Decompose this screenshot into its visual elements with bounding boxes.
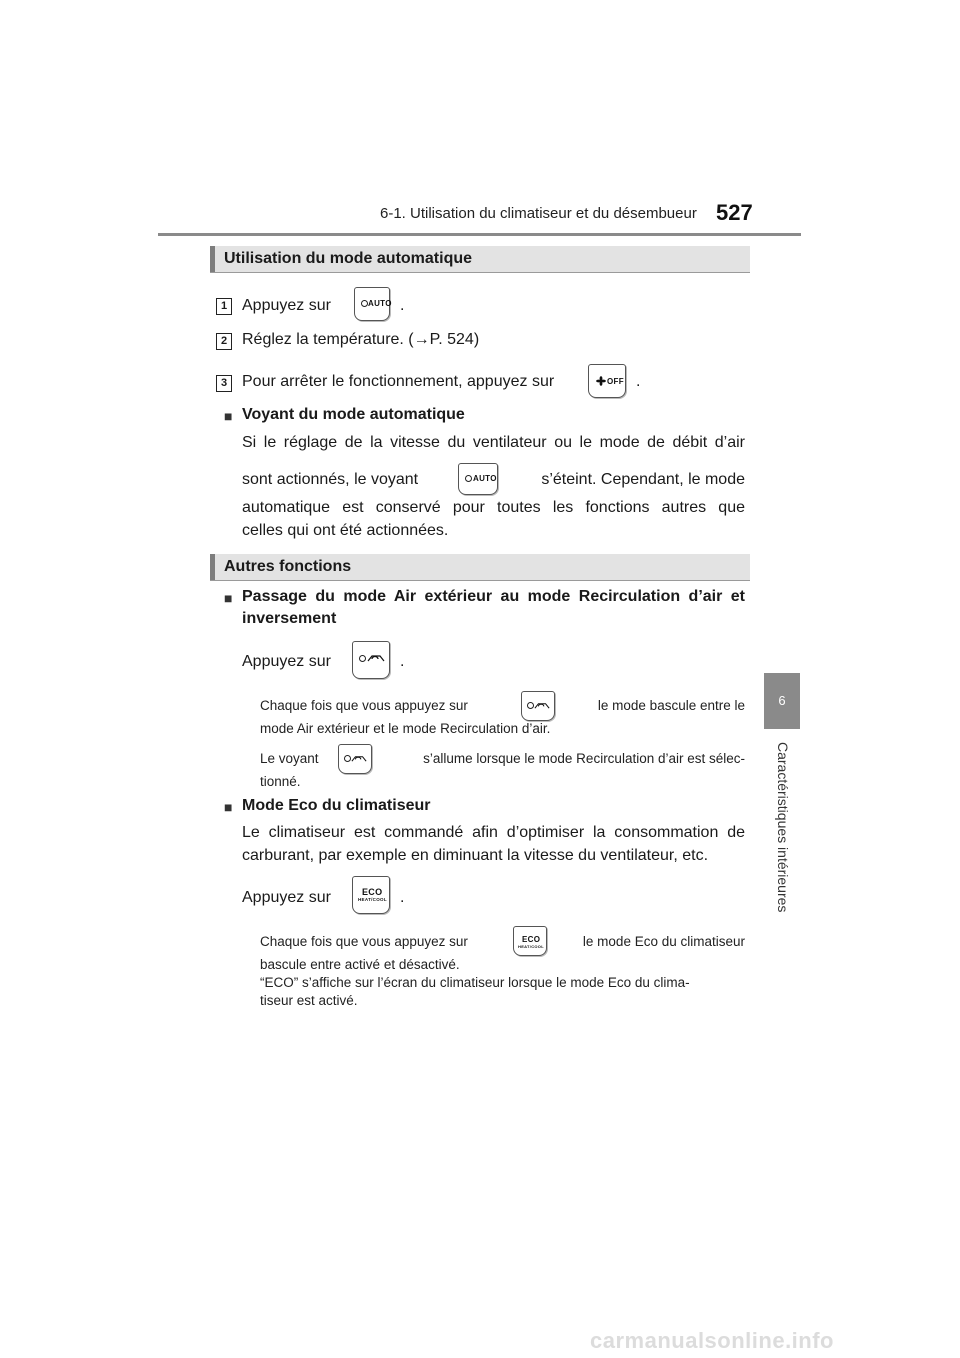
step-number-3: 3: [216, 375, 232, 392]
step-number-1: 1: [216, 298, 232, 315]
fan-off-button-icon: OFF: [588, 364, 626, 398]
section-header-title: 6-1. Utilisation du climatiseur et du désembueur: [380, 205, 697, 222]
page-number: 527: [716, 200, 753, 225]
step-2-text: Réglez la température. (→P. 524): [242, 331, 480, 348]
recirculation-car-icon: [367, 653, 385, 663]
step-3-text: Pour arrêter le fonctionnement, appuyez sur: [242, 373, 555, 390]
bullet-square: ■: [224, 408, 233, 424]
bullet-square: ■: [224, 799, 233, 815]
auto-indicator-icon: AUTO: [458, 463, 498, 495]
fan-icon: [596, 376, 606, 386]
section-heading-other: [210, 554, 750, 581]
chapter-tab: 6: [764, 673, 800, 729]
auto-button-icon: AUTO: [354, 287, 390, 321]
watermark: carmanualsonline.info: [590, 1328, 834, 1353]
eco-button-icon: ECO HEAT/COOL: [352, 876, 390, 914]
chapter-title-vertical: [754, 742, 810, 922]
chapter-title: Caractéristiques intérieures: [775, 742, 791, 913]
recirculation-button-icon-small: [521, 691, 555, 721]
section-heading-auto: [210, 246, 750, 273]
step-number-2: 2: [216, 333, 232, 350]
recirculation-car-icon: [351, 754, 367, 763]
subheading-eco: Mode Eco du climatiseur: [242, 797, 431, 814]
subheading-auto-indicator: Voyant du mode automatique: [242, 406, 465, 423]
bullet-square: ■: [224, 590, 233, 606]
recirculation-car-icon: [534, 701, 550, 710]
eco-button-icon-small: ECO HEAT/COOL: [513, 926, 547, 956]
section-heading-auto-title: Utilisation du mode automatique: [224, 250, 473, 267]
recirculation-button-icon: [352, 641, 390, 679]
section-heading-other-title: Autres fonctions: [224, 558, 352, 575]
step-1-text: Appuyez sur: [242, 297, 331, 314]
recirculation-indicator-icon: [338, 744, 372, 774]
header-rule: [158, 233, 801, 236]
subheading-recirc: Passage du mode Air extérieur au mode Recirculation d’air et: [242, 588, 745, 605]
